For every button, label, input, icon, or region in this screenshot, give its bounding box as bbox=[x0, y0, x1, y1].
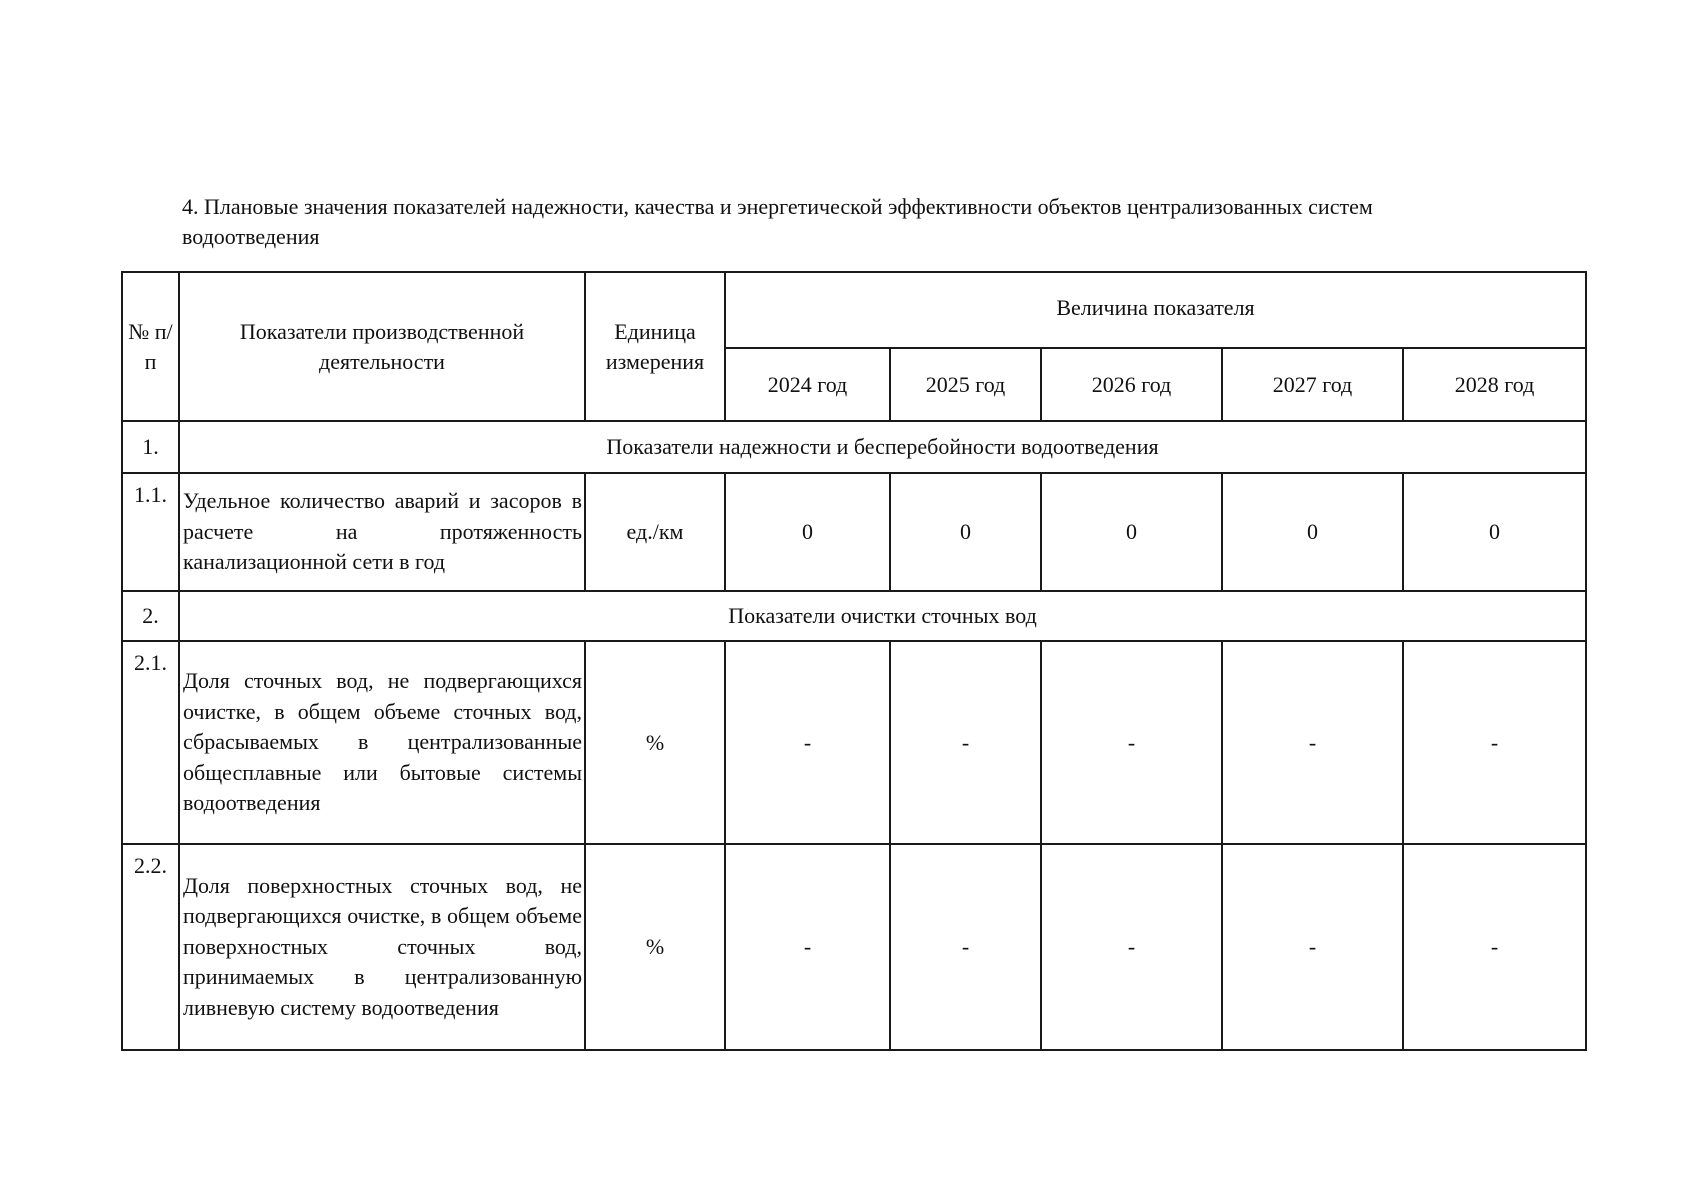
table-row bbox=[122, 641, 1586, 844]
row-num: 2.1. bbox=[122, 641, 179, 844]
section-row bbox=[122, 591, 1586, 641]
row-value: - bbox=[725, 844, 890, 1050]
row-num: 2.2. bbox=[122, 844, 179, 1050]
header-unit: Единица измерения bbox=[585, 272, 725, 421]
row-value: - bbox=[1222, 641, 1403, 844]
row-value: - bbox=[1041, 641, 1222, 844]
row-unit: % bbox=[585, 844, 725, 1050]
row-value: - bbox=[1403, 844, 1586, 1050]
row-unit: % bbox=[585, 641, 725, 844]
row-value: - bbox=[890, 844, 1041, 1050]
row-indicator: Доля сточных вод, не подвергающихся очистке, в общем объеме сточных вод, сбрасываемых в централизованные общесплавные или бытовые системы водоотведения bbox=[179, 641, 585, 844]
row-value: - bbox=[890, 641, 1041, 844]
page-heading: 4. Плановые значения показателей надежности, качества и энергетической эффективности объектов централизованных систем водоотведения bbox=[182, 194, 1373, 249]
row-indicator: Удельное количество аварий и засоров в расчете на протяженность канализационной сети в год bbox=[179, 473, 585, 591]
header-year: 2026 год bbox=[1041, 348, 1222, 421]
section-num: 2. bbox=[122, 591, 179, 641]
section-title: Показатели очистки сточных вод bbox=[179, 591, 1586, 641]
row-value: 0 bbox=[1403, 473, 1586, 591]
header-year: 2028 год bbox=[1403, 348, 1586, 421]
row-value: - bbox=[1222, 844, 1403, 1050]
row-num: 1.1. bbox=[122, 473, 179, 591]
table-header-row bbox=[122, 272, 1586, 348]
header-value-group: Величина показателя bbox=[725, 272, 1586, 348]
row-value: 0 bbox=[1041, 473, 1222, 591]
header-year: 2024 год bbox=[725, 348, 890, 421]
row-indicator: Доля поверхностных сточных вод, не подвергающихся очистке, в общем объеме поверхностных сточных вод, принимаемых в централизованную ливневую систему водоотведения bbox=[179, 844, 585, 1050]
row-value: 0 bbox=[1222, 473, 1403, 591]
section-title: Показатели надежности и бесперебойности водоотведения bbox=[179, 421, 1586, 473]
header-year: 2027 год bbox=[1222, 348, 1403, 421]
row-value: - bbox=[1041, 844, 1222, 1050]
table-row bbox=[122, 473, 1586, 591]
header-year: 2025 год bbox=[890, 348, 1041, 421]
table-row bbox=[122, 844, 1586, 1050]
section-num: 1. bbox=[122, 421, 179, 473]
section-row bbox=[122, 421, 1586, 473]
row-unit: ед./км bbox=[585, 473, 725, 591]
row-value: - bbox=[1403, 641, 1586, 844]
row-value: 0 bbox=[725, 473, 890, 591]
row-value: 0 bbox=[890, 473, 1041, 591]
header-indicator: Показатели производственной деятельности bbox=[179, 272, 585, 421]
header-num: № п/п bbox=[122, 272, 179, 421]
row-value: - bbox=[725, 641, 890, 844]
indicators-table bbox=[121, 271, 1587, 1051]
